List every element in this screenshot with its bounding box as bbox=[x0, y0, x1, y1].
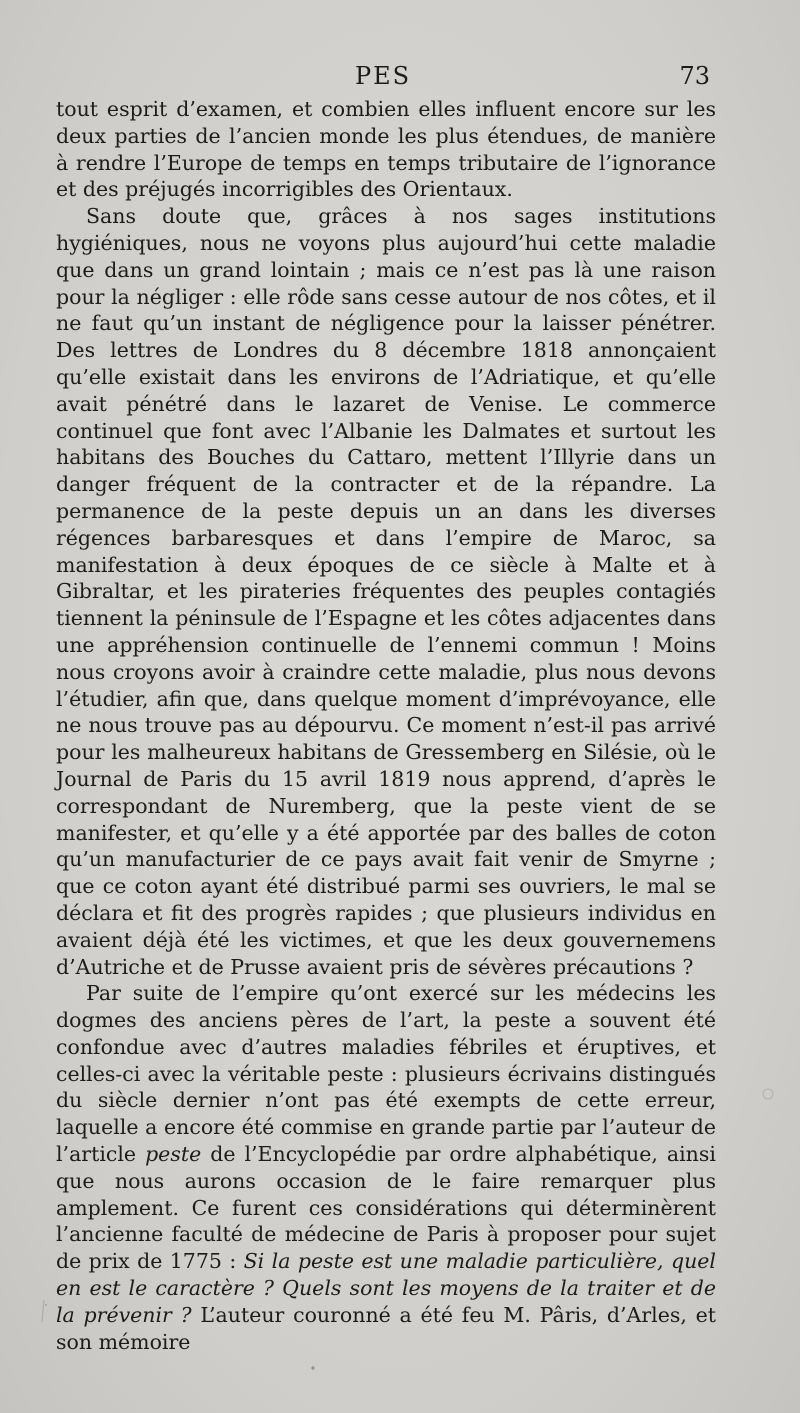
paragraph-text: Par suite de l’empire qu’ont exercé sur les médecins les dogmes des anciens pères de l’art, la peste a souvent été confondue avec d’autres maladies fébriles et éruptives, et celles-ci avec la véritable peste : plusieurs écrivains distingués du siècle dernier n’ont pas été exempts de cette erreur, laquelle a encore été commise en grande partie par l’auteur de l’article bbox=[56, 981, 716, 1167]
paragraph-text: L’auteur couronné a été feu M. Pâris, d’Arles, et son mémoire bbox=[56, 1302, 716, 1354]
paragraph-continued: tout esprit d’examen, et combien elles influent encore sur les deux parties de l’ancien monde les plus étendues, de manière à rendre l’Europe de temps en temps tributaire de l’ignorance et des préjugés incorrigibles des Orientaux. bbox=[56, 97, 716, 202]
paragraph-plague-threat: Sans doute que, grâces à nos sages institutions hygiéniques, nous ne voyons plus aujourd’hui cette maladie que dans un grand lointain ; mais ce n’est pas là une raison pour la négliger : elle rôde sans cesse autour de nos côtes, et il ne faut qu’un instant de négligence pour la laisser pénétrer. Des lettres de Londres du 8 décembre 1818 annonçaient qu’elle existait dans les environs de l’Adriatique, et qu’elle avait pénétré dans le lazaret de Venise. Le commerce continuel que font avec l’Albanie les Dalmates et surtout les habitans des Bouches du Cattaro, mettent l’Illyrie dans un danger fréquent de la contracter et de la répandre. La permanence de la peste depuis un an dans les diverses régences barbaresques et dans l’empire de Maroc, sa manifestation à deux époques de ce siècle à Malte et à Gibraltar, et les pirateries fréquentes des peuples contagiés tiennent la péninsule de l’Espagne et les côtes adjacentes dans une appréhension continuelle de l’ennemi commun ! Moins nous croyons avoir à craindre cette maladie, plus nous devons l’étudier, afin que, dans quelque moment d’imprévoyance, elle ne nous trouve pas au dépourvu. Ce moment n’est-il pas arrivé pour les malheureux habitans de Gressemberg en Silésie, où le Journal de Paris du 15 avril 1819 nous apprend, d’après le correspondant de Nuremberg, que la peste vient de se manifester, et qu’elle y a été apportée par des balles de coton qu’un manufacturier de ce pays avait fait venir de Smyrne ; que ce coton ayant été distribué parmi ses ouvriers, le mal se déclara et fit des progrès rapides ; que plusieurs individus en avaient déjà été les victimes, et que les deux gouvernemens d’Autriche et de Prusse avaient pris de sévères précautions ? bbox=[56, 204, 716, 979]
page-number: 73 bbox=[679, 62, 710, 90]
paragraph-plague-confusion bbox=[56, 980, 716, 1355]
running-head: PES bbox=[354, 62, 412, 90]
body-text bbox=[56, 96, 716, 1355]
page-header bbox=[56, 56, 710, 96]
paragraph-text: de l’Encyclopédie par ordre alphabétique, ainsi que nous aurons occasion de le faire remarquer plus amplement. Ce furent ces considérations qui déterminèrent l’ancienne faculté de médecine de Paris à proposer pour sujet de prix de 1775 : bbox=[56, 1142, 716, 1274]
prize-question: Si la peste est une maladie particulière, quel en est le caractère ? Quels sont les moyens de la traiter et de la prévenir ? bbox=[56, 1249, 716, 1327]
italic-term-peste: peste bbox=[145, 1142, 202, 1167]
